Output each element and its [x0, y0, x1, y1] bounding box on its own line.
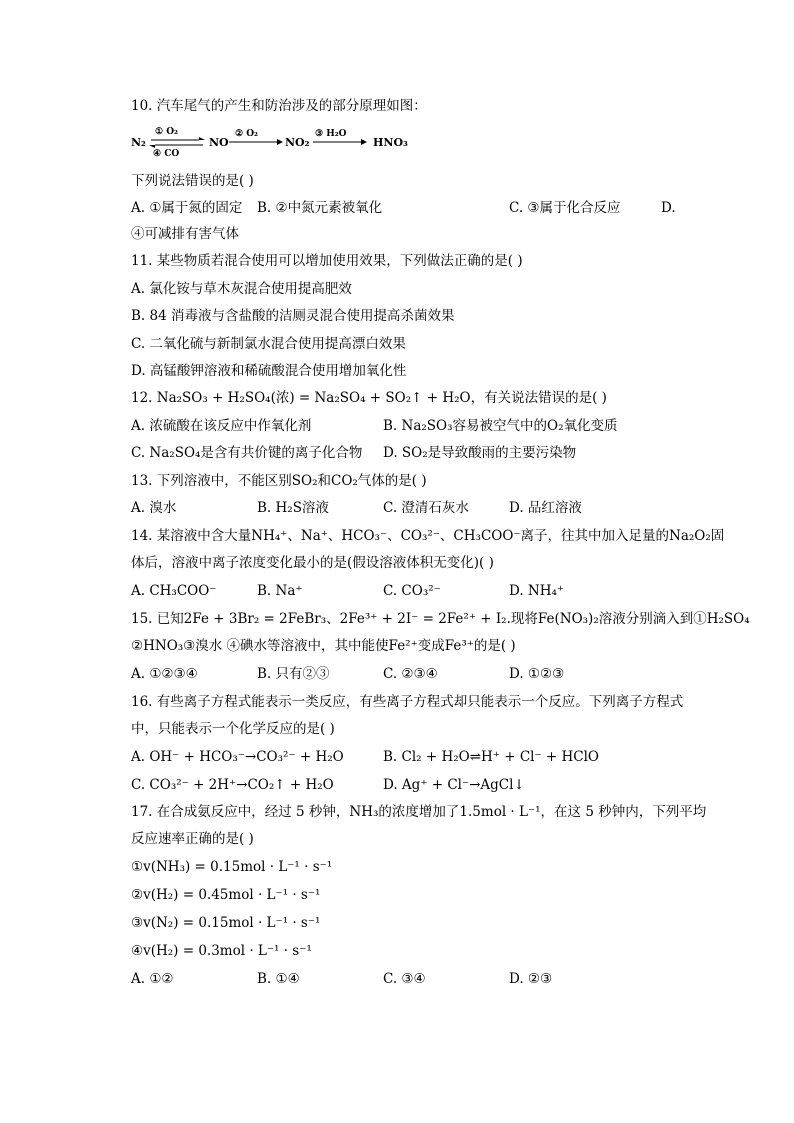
q10-option-d-text: ④可减排有害气体 [131, 226, 239, 242]
q16-stem-2: 中，只能表示一个化学反应的是( ) [131, 721, 335, 737]
q10-stem: 10. 汽车尾气的产生和防治涉及的部分原理如图： [131, 98, 427, 114]
q14-option-c: C. CO₃²⁻ [383, 583, 441, 599]
q17-item-1: ①v(NH₃) = 0.15mol · L⁻¹ · s⁻¹ [131, 859, 333, 875]
scheme-no: NO [209, 136, 229, 149]
q13-option-a: A. 溴水 [131, 500, 177, 516]
q15-option-b: B. 只有②③ [257, 666, 330, 682]
arrow-no-no2-head [277, 139, 283, 145]
q15-option-a: A. ①②③④ [131, 666, 198, 682]
q17-item-4: ④v(H₂) = 0.3mol · L⁻¹ · s⁻¹ [131, 943, 312, 959]
q12-stem: 12. Na₂SO₃ + H₂SO₄(浓) = Na₂SO₄ + SO₂↑ + H₂O，有关说法错误的是( ) [131, 390, 607, 406]
q17-stem-2: 反应速率正确的是( ) [131, 831, 254, 847]
q12-option-c: C. Na₂SO₄是含有共价键的离子化合物 [131, 445, 363, 461]
scheme-step1: ① O₂ [155, 127, 178, 137]
scheme-n2: N₂ [131, 136, 146, 149]
q16-option-c: C. CO₃²⁻ + 2H⁺→CO₂↑ + H₂O [131, 777, 334, 793]
q16-option-b: B. Cl₂ + H₂O⇌H⁺ + Cl⁻ + HClO [383, 749, 599, 765]
q13-stem: 13. 下列溶液中，不能区别SO₂和CO₂气体的是( ) [131, 473, 427, 489]
arrow-n2-no-head [199, 137, 205, 140]
q10-option-b: B. ②中氮元素被氧化 [257, 200, 383, 216]
q15-option-d: D. ①②③ [509, 666, 565, 682]
q12-option-b: B. Na₂SO₃容易被空气中的O₂氧化变质 [383, 418, 618, 434]
q17-option-a: A. ①② [131, 971, 174, 987]
q17-item-2: ②v(H₂) = 0.45mol · L⁻¹ · s⁻¹ [131, 887, 321, 903]
q16-option-d: D. Ag⁺ + Cl⁻→AgCl↓ [383, 777, 525, 793]
arrow-no2-hno3-head [361, 139, 367, 145]
q15-stem: 15. 已知2Fe + 3Br₂ = 2FeBr₃、2Fe³⁺ + 2I⁻ = 2Fe²⁺ + I₂.现将Fe(NO₃)₂溶液分别滴入到①H₂SO₄ [131, 611, 750, 627]
q14-stem-2: 体后，溶液中离子浓度变化最小的是(假设溶液体积无变化)( ) [131, 555, 494, 571]
q16-option-a: A. OH⁻ + HCO₃⁻→CO₃²⁻ + H₂O [131, 749, 344, 765]
q14-option-d: D. NH₄⁺ [509, 583, 565, 599]
q11-option-c: C. 二氧化硫与新制氯水混合使用提高漂白效果 [131, 336, 406, 352]
scheme-no2: NO₂ [285, 136, 310, 149]
q14-option-a: A. CH₃COO⁻ [131, 583, 217, 599]
scheme-step3: ③ H₂O [315, 129, 347, 139]
scheme-hno3: HNO₃ [373, 136, 408, 149]
q17-option-d: D. ②③ [509, 971, 553, 987]
q10-option-d: D. [661, 200, 676, 216]
q11-option-a: A. 氯化铵与草木灰混合使用提高肥效 [131, 281, 352, 297]
q12-option-d: D. SO₂是导致酸雨的主要污染物 [383, 445, 577, 461]
q13-option-d: D. 品红溶液 [509, 500, 582, 516]
q11-stem: 11. 某些物质若混合使用可以增加使用效果，下列做法正确的是( ) [131, 253, 523, 269]
q13-option-b: B. H₂S溶液 [257, 500, 329, 516]
q11-option-d: D. 高锰酸钾溶液和稀硫酸混合使用增加氧化性 [131, 363, 407, 379]
q14-option-b: B. Na⁺ [257, 583, 303, 599]
q17-option-c: C. ③④ [383, 971, 426, 987]
q13-option-c: C. 澄清石灰水 [383, 500, 469, 516]
q10-reaction-scheme [131, 120, 408, 159]
arrow-no-n2-head [149, 145, 155, 148]
q11-option-b: B. 84 消毒液与含盐酸的洁厕灵混合使用提高杀菌效果 [131, 308, 455, 324]
scheme-step4: ④ CO [153, 149, 180, 159]
q10-option-c: C. ③属于化合反应 [509, 200, 621, 216]
q14-stem: 14. 某溶液中含大量NH₄⁺、Na⁺、HCO₃⁻、CO₃²⁻、CH₃COO⁻离子，往其中加入足量的Na₂O₂固 [131, 528, 725, 544]
q17-stem: 17. 在合成氨反应中，经过 5 秒钟，NH₃的浓度增加了1.5mol · L⁻¹，在这 5 秒钟内，下列平均 [131, 804, 707, 820]
q16-stem: 16. 有些离子方程式能表示一类反应，有些离子方程式却只能表示一个反应。下列离子方程式 [131, 694, 684, 710]
scheme-step2: ② O₂ [235, 129, 258, 139]
q12-option-a: A. 浓硫酸在该反应中作氧化剂 [131, 418, 312, 434]
q10-option-a: A. ①属于氮的固定 [131, 200, 243, 216]
q10-ask: 下列说法错误的是( ) [131, 173, 254, 189]
q17-item-3: ③v(N₂) = 0.15mol · L⁻¹ · s⁻¹ [131, 915, 321, 931]
q15-option-c: C. ②③④ [383, 666, 438, 682]
q17-option-b: B. ①④ [257, 971, 300, 987]
q15-stem-2: ②HNO₃③溴水 ④碘水等溶液中，其中能使Fe²⁺变成Fe³⁺的是( ) [131, 638, 516, 654]
